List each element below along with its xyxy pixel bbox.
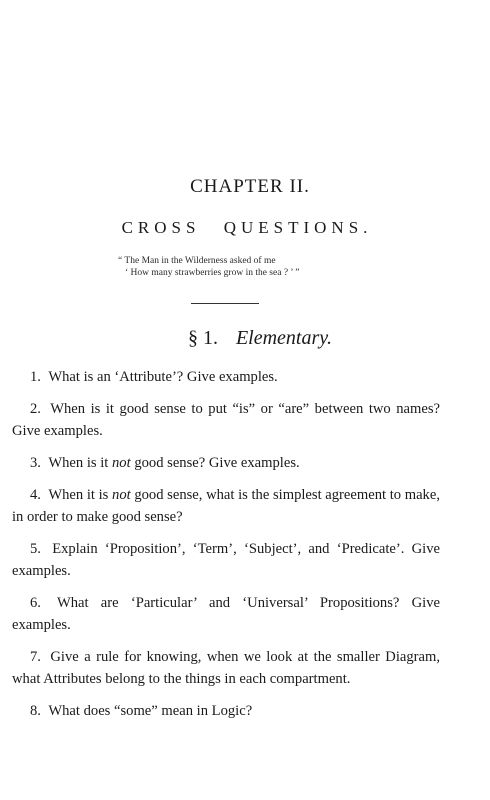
question-text-before: When it is bbox=[48, 487, 109, 503]
epigraph-line-1: “ The Man in the Wilderness asked of me bbox=[118, 256, 276, 266]
question-text: Explain ‘Proposition’, ‘Term’, ‘Subject’, and ‘Predicate’. Give examples. bbox=[12, 541, 440, 579]
section-name: Elementary. bbox=[235, 327, 333, 349]
question-text: What is an ‘Attribute’? Give examples. bbox=[48, 369, 278, 385]
question-text-emphasis: not bbox=[112, 487, 131, 503]
question-6 bbox=[12, 592, 440, 636]
question-3 bbox=[12, 452, 440, 474]
question-text-after: good sense, what is the simplest agreement to make, in order to make good sense? bbox=[12, 487, 440, 525]
question-text-emphasis: not bbox=[112, 455, 131, 471]
epigraph bbox=[118, 255, 418, 279]
question-number: 7. bbox=[30, 649, 41, 665]
chapter-title: CROSS QUESTIONS. bbox=[121, 218, 373, 237]
question-text: What does “some” mean in Logic? bbox=[48, 703, 253, 719]
question-number: 5. bbox=[30, 541, 41, 557]
question-number: 8. bbox=[30, 703, 41, 719]
question-number: 1. bbox=[30, 369, 41, 385]
section-number: § 1. bbox=[187, 327, 218, 349]
question-1 bbox=[12, 366, 440, 388]
question-text: Give a rule for knowing, when we look at the smaller Diagram, what Attributes belong to the things in each compartment. bbox=[12, 649, 440, 687]
question-number: 2. bbox=[30, 401, 41, 417]
question-text-before: When is it bbox=[48, 455, 109, 471]
question-7 bbox=[12, 646, 440, 690]
chapter-heading: CHAPTER II. bbox=[190, 176, 310, 197]
question-2 bbox=[12, 398, 440, 442]
question-5 bbox=[12, 538, 440, 582]
epigraph-line-2: ‘ How many strawberries grow in the sea ? ’ ” bbox=[125, 268, 300, 278]
question-4 bbox=[12, 484, 440, 528]
question-text-after: good sense? Give examples. bbox=[134, 455, 300, 471]
question-text: What are ‘Particular’ and ‘Universal’ Propositions? Give examples. bbox=[12, 595, 440, 633]
question-number: 3. bbox=[30, 455, 41, 471]
question-text: When is it good sense to put “is” or “are” between two names? Give examples. bbox=[12, 401, 441, 439]
section-heading bbox=[0, 327, 490, 350]
question-8 bbox=[12, 700, 440, 722]
question-number: 6. bbox=[30, 595, 41, 611]
section-divider bbox=[191, 303, 259, 304]
question-list bbox=[12, 366, 440, 732]
question-number: 4. bbox=[30, 487, 41, 503]
